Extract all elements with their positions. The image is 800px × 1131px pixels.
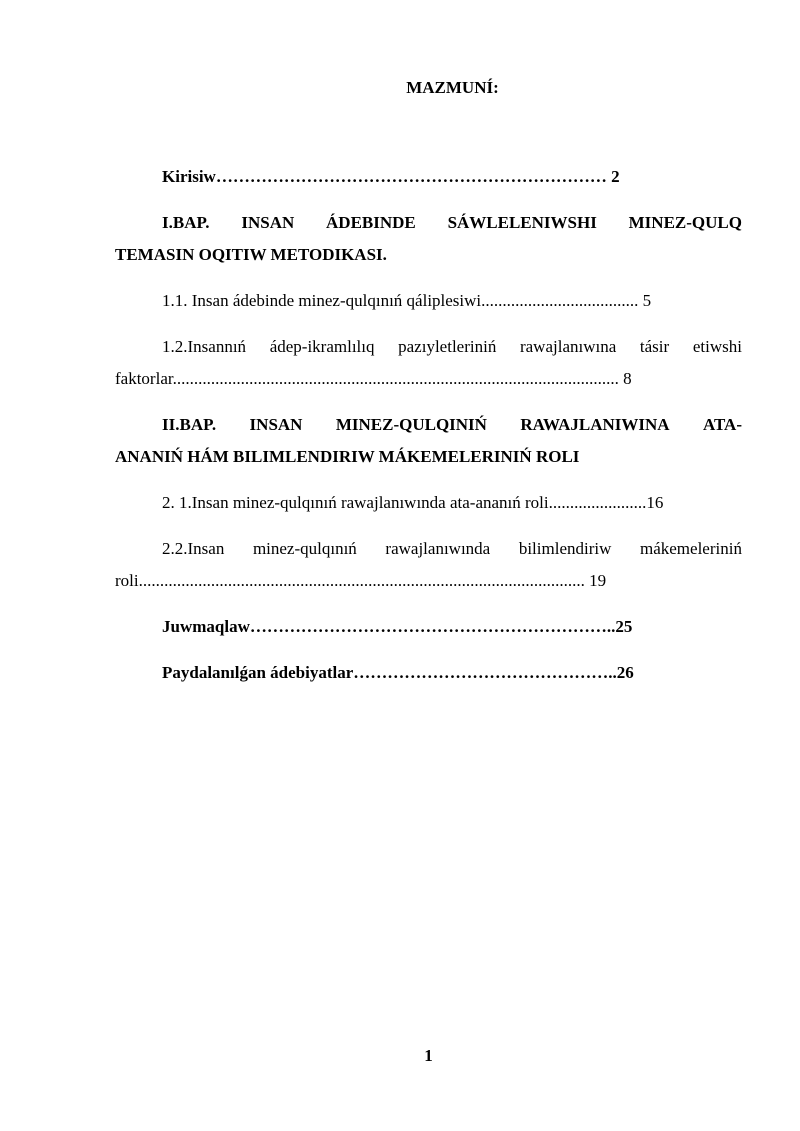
- toc-section-1-2-line1: 1.2.Insannıń ádep-ikramlılıq pazıyletleriniń rawajlanıwına tásir etiwshi: [162, 337, 742, 356]
- toc-chapter2-line1: II.BAP. INSAN MINEZ-QULQINIŃ RAWAJLANIWINA ATA-: [162, 415, 742, 434]
- toc-chapter1-line1: I.BAP. INSAN ÁDEBINDE SÁWLELENIWSHI MINEZ-QULQ: [162, 213, 742, 232]
- toc-section-1-1: 1.1. Insan ádebinde minez-qulqınıń qáliplesiwi..................................... 5: [162, 291, 652, 310]
- toc-section-2-1: 2. 1.Insan minez-qulqınıń rawajlanıwında ata-ananıń roli.......................16: [162, 493, 664, 512]
- toc-chapter2-line2: ANANIŃ HÁM BILIMLENDIRIW MÁKEMELERINIŃ ROLI: [115, 447, 580, 466]
- toc-section-2-2-line2: roli......................................................................................................... 19: [115, 571, 607, 590]
- toc-section-1-2-line2: faktorlar......................................................................................................... 8: [115, 369, 632, 388]
- page-title: MAZMUNÍ:: [406, 78, 499, 97]
- toc-entry-references: Paydalanılǵan ádebiyatlar………………………………………..26: [162, 663, 634, 682]
- toc-entry-conclusion: Juwmaqlaw………………………………………………………..25: [162, 617, 633, 636]
- toc-chapter1-line2: TEMASIN OQITIW METODIKASI.: [115, 245, 387, 264]
- page-number: 1: [424, 1046, 433, 1065]
- toc-section-2-2-line1: 2.2.Insan minez-qulqınıń rawajlanıwında bilimlendiriw mákemeleriniń: [162, 539, 742, 558]
- toc-entry-intro: Kirisiw…………………………………………………………… 2: [162, 167, 620, 186]
